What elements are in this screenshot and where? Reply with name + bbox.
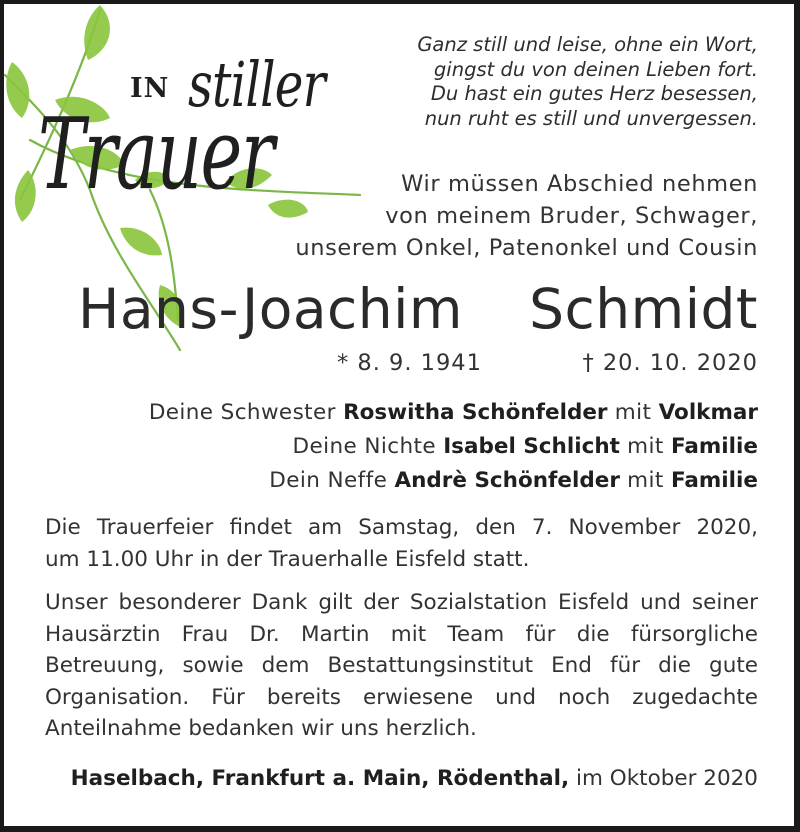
intro-line: Wir müssen Abschied nehmen — [401, 171, 758, 197]
poem-line: Ganz still und leise, ohne ein Wort, — [417, 33, 758, 56]
family-relation: Deine Schwester — [148, 400, 336, 425]
funeral-info-line: Die Trauerfeier findet am Samstag, den 7. November 2020, — [45, 515, 758, 540]
thanks-line: Anteilnahme bedanken wir uns herzlich. — [45, 716, 477, 741]
closing-line — [71, 766, 758, 791]
family-with: mit — [627, 434, 664, 459]
heading-trauer: Trauer — [38, 98, 274, 212]
family-with: mit — [627, 468, 664, 493]
closing-date: im Oktober 2020 — [576, 766, 758, 791]
thanks-line: Betreuung, sowie dem Bestattungsinstitut End für die gute — [45, 653, 758, 678]
family-line — [149, 430, 758, 464]
deceased-first-name: Hans-Joachim — [78, 277, 464, 341]
family-relation: Deine Nichte — [292, 434, 436, 459]
heading-in: IN — [130, 73, 170, 104]
deceased-last-name: Schmidt — [529, 277, 758, 341]
family-partner: Volkmar — [658, 400, 758, 425]
thanks-line: Unser besonderer Dank gilt der Sozialstation Eisfeld und seiner — [45, 590, 758, 615]
family-name: Andrè Schönfelder — [394, 468, 620, 493]
family-name: Isabel Schlicht — [443, 434, 620, 459]
funeral-info — [45, 512, 758, 575]
family-line — [149, 396, 758, 430]
family-relation: Dein Neffe — [269, 468, 388, 493]
intro-text — [295, 168, 758, 264]
poem-line: nun ruht es still und unvergessen. — [424, 106, 758, 130]
birth-date: * 8. 9. 1941 — [337, 350, 482, 376]
family-partner: Familie — [670, 434, 758, 459]
family-line — [149, 464, 758, 498]
funeral-info-line: um 11.00 Uhr in der Trauerhalle Eisfeld statt. — [45, 546, 530, 572]
poem-line: gingst du von deinen Lieben fort. — [433, 57, 758, 81]
family-with: mit — [614, 400, 652, 425]
intro-line: unserem Onkel, Patenonkel und Cousin — [295, 235, 758, 261]
thanks-line: Hausärztin Frau Dr. Martin mit Team für die fürsorgliche — [45, 621, 758, 647]
poem — [417, 33, 758, 131]
thanks-line: Organisation. Für bereits erwiesene und noch zugedachte — [45, 684, 758, 710]
thanks-text — [45, 587, 758, 745]
death-date: † 20. 10. 2020 — [582, 350, 758, 376]
family-name: Roswitha Schönfelder — [343, 400, 608, 425]
intro-line: von meinem Bruder, Schwager, — [385, 203, 758, 229]
poem-line: Du hast ein gutes Herz besessen, — [430, 82, 758, 105]
family-list — [149, 396, 758, 498]
family-partner: Familie — [670, 468, 758, 493]
closing-places: Haselbach, Frankfurt a. Main, Rödenthal, — [70, 766, 570, 791]
heading-stiller: stiller — [188, 48, 325, 121]
deceased-name — [78, 274, 758, 344]
